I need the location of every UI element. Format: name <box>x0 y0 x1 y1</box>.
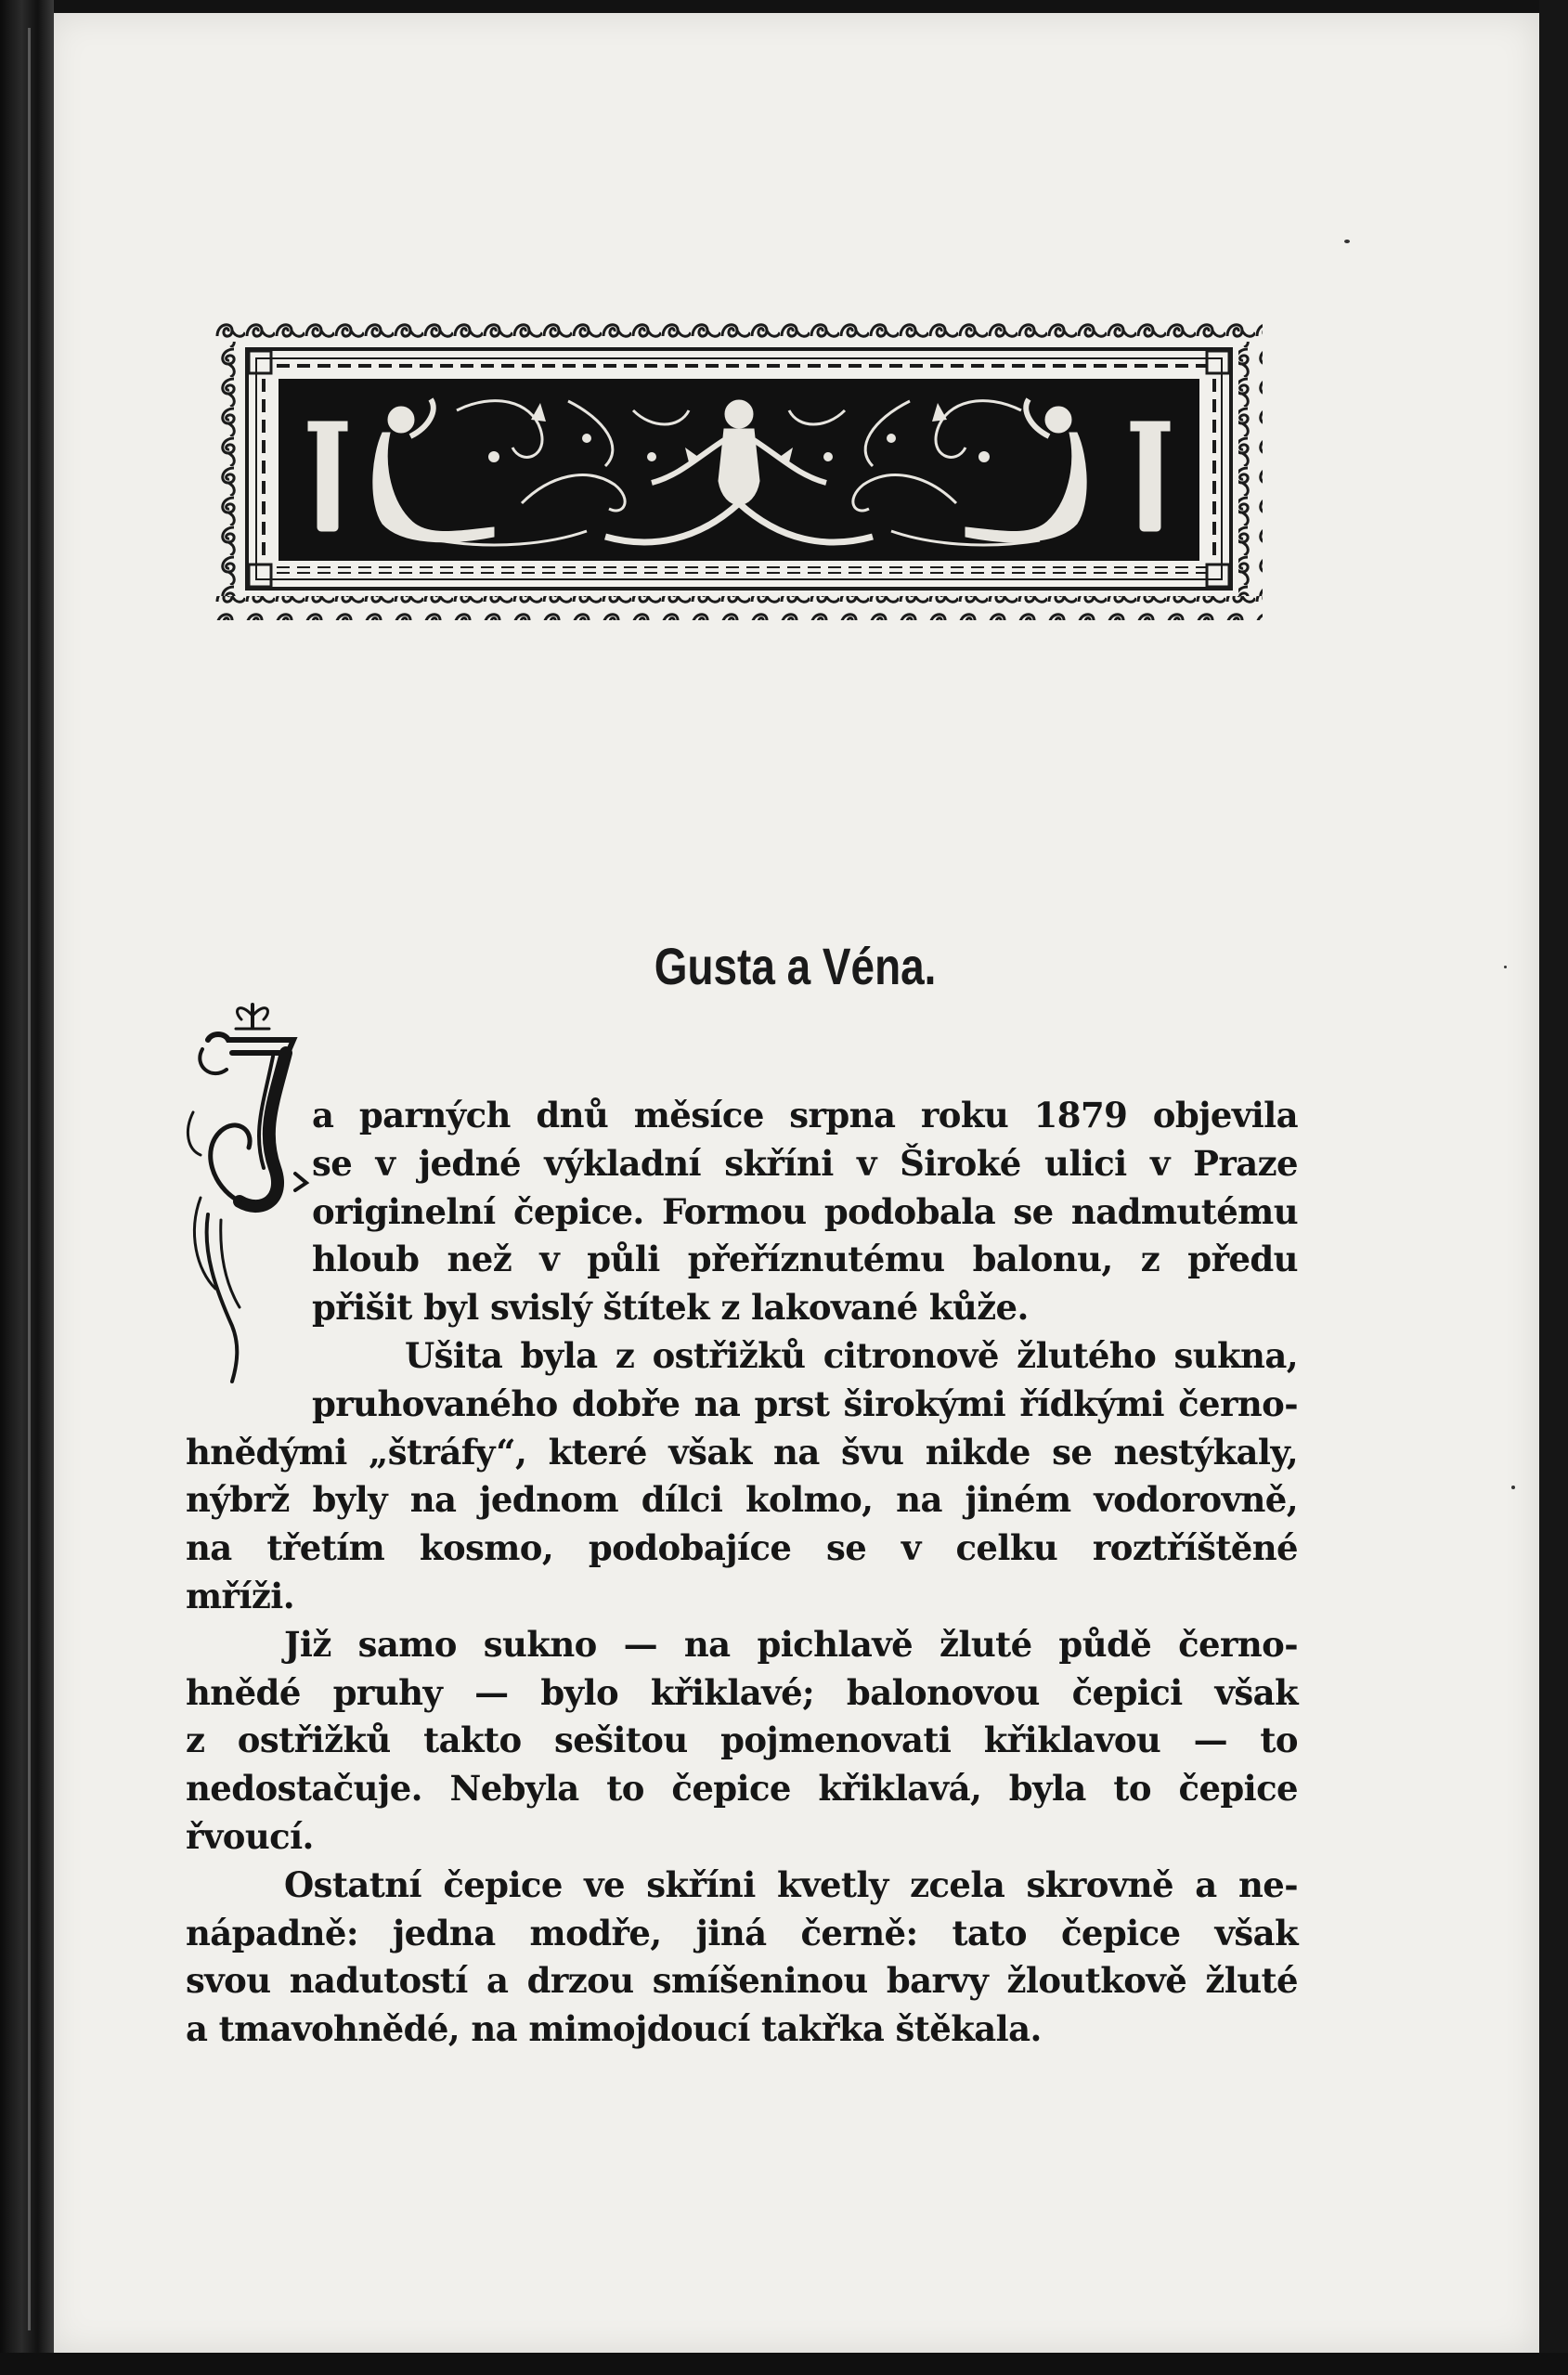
spine-line <box>28 28 31 2330</box>
text-line: z ostřižků takto sešitou pojmenovati křiklavou — to <box>186 1720 1298 1761</box>
book-spine <box>0 0 54 2375</box>
text-line: přišit byl svislý štítek z lakované kůže. <box>312 1287 1029 1329</box>
text-line: pruhovaného dobře na prst širokými řídkými černo- <box>312 1382 1298 1424</box>
scan-top-edge <box>0 0 1568 13</box>
text-line: hloub než v půli přeříznutému balonu, z předu <box>312 1239 1298 1280</box>
text-line: nedostačuje. Nebyla to čepice křiklavá, byla to čepice <box>186 1768 1298 1810</box>
ornamental-header-band <box>215 318 1263 620</box>
text-line: řvoucí. <box>186 1815 314 1857</box>
body-text <box>186 1092 1298 2054</box>
text-line: Ušita byla z ostřižků citronově žlutého sukna, <box>405 1334 1298 1376</box>
text-line: nápadně: jedna modře, jiná černě: tato čepice však <box>186 1912 1298 1953</box>
scan-speck <box>1511 1486 1515 1489</box>
text-line: hnědými „štráfy“, které však na švu nikde se nestýkaly, <box>186 1431 1298 1473</box>
scan-bottom-edge <box>0 2353 1568 2375</box>
text-line: nýbrž byly na jednom dílci kolmo, na jiném vodorovně, <box>186 1479 1298 1521</box>
chapter-title: Gusta a Véna. <box>654 937 937 995</box>
text-line: se v jedné výkladní skříni v Široké ulici v Praze <box>312 1142 1298 1184</box>
text-line: hnědé pruhy — bylo křiklavé; balonovou čepici však <box>186 1671 1298 1713</box>
text-line: Již samo sukno — na pichlavě žluté půdě černo- <box>284 1623 1298 1665</box>
scan-speck <box>1504 966 1507 968</box>
text-line: Ostatní čepice ve skříni kvetly zcela skrovně a ne- <box>284 1863 1298 1905</box>
text-line: svou nadutostí a drzou smíšeninou barvy žloutkově žluté <box>186 1960 1298 2002</box>
text-line: originelní čepice. Formou podobala se nadmutému <box>312 1190 1298 1232</box>
text-line: na třetím kosmo, podobajíce se v celku roztříštěné <box>186 1527 1298 1569</box>
scan-speck <box>1344 240 1350 243</box>
text-line: a parných dnů měsíce srpna roku 1879 objevila <box>312 1095 1298 1136</box>
scan-right-edge <box>1539 0 1568 2375</box>
text-line: mříži. <box>186 1575 295 1616</box>
text-line: a tmavohnědé, na mimojdoucí takřka štěkala. <box>186 2008 1042 2050</box>
